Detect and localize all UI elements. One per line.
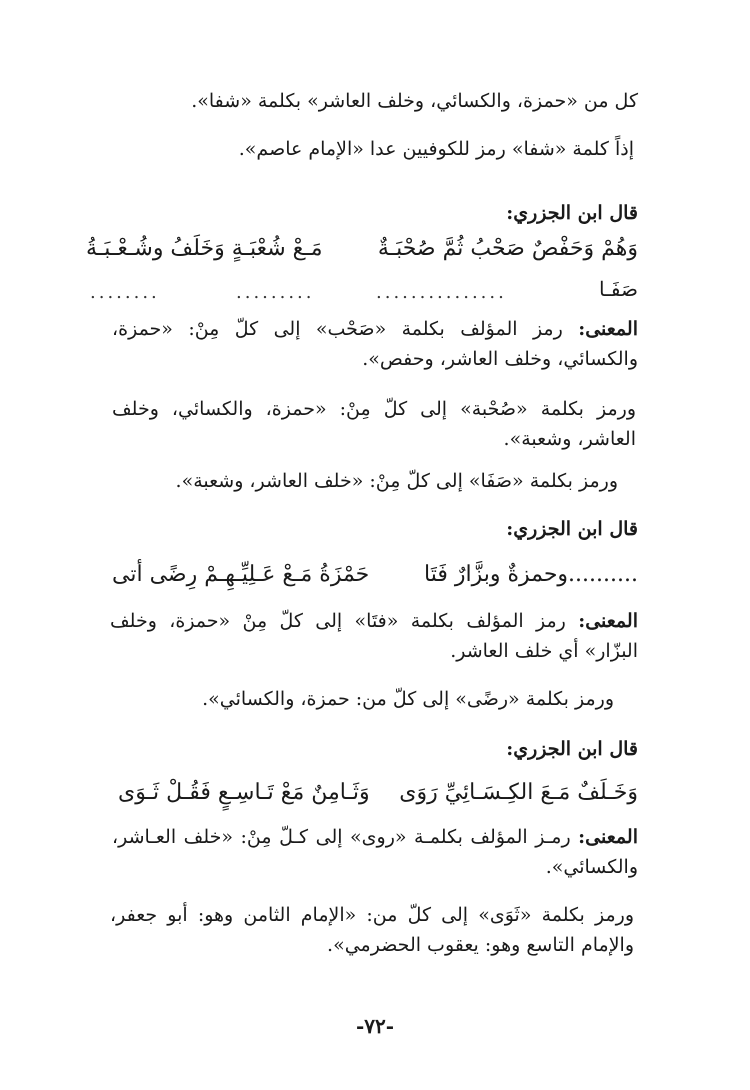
meaning-paragraph — [110, 606, 638, 666]
page-number: -٧٢- — [355, 1014, 395, 1038]
verse-second-half: مَـعْ شُعْبَـةٍ وَخَلَفُ وشُـعْـبَـةُ — [86, 236, 323, 261]
verse-elision-dots: ......... — [236, 282, 315, 303]
meaning-paragraph — [112, 314, 638, 376]
verse-first-half: وَهُمْ وَحَفْصٌ صَحْبُ ثُمَّ صُحْبَـةٌ — [377, 236, 638, 261]
verse-first-half: ..........وحمزةٌ وبزَّارٌ فَتَا — [423, 562, 638, 587]
meaning-label: المعنى: — [578, 826, 638, 848]
paragraph: ورمز بكلمة «صَفَا» إلى كلّ مِنْ: «خلف العاشر، وشعبة». — [175, 470, 618, 492]
meaning-paragraph — [112, 822, 638, 882]
meaning-text: رمـز المؤلف بكلمـة «روى» إلى كـلّ مِنْ: «خلف العـاشر، والكسائي». — [112, 826, 638, 878]
meaning-label: المعنى: — [578, 318, 638, 340]
verse-continuation: صَفَـا — [598, 277, 638, 301]
paragraph: ورمز بكلمة «ثَوَى» إلى كلّ من: «الإمام الثامن وهو: أبو جعفر، والإمام التاسع وهو: يعقوب الحضرمي». — [110, 904, 634, 956]
meaning-text: رمز المؤلف بكلمة «صَحْب» إلى كلّ مِنْ: «حمزة، والكسائي، وخلف العاشر، وحفص». — [112, 318, 638, 370]
section-heading: قال ابن الجزري: — [506, 518, 638, 540]
paragraph: ورمز بكلمة «رضًى» إلى كلّ من: حمزة، والكسائي». — [202, 688, 614, 710]
meaning-label: المعنى: — [578, 610, 638, 632]
meaning-text: رمز المؤلف بكلمة «فتَا» إلى كلّ مِنْ «حمزة، وخلف البزّار» أي خلف العاشر. — [110, 610, 638, 662]
section-heading: قال ابن الجزري: — [506, 738, 638, 760]
verse-elision-dots: ........ — [90, 282, 160, 303]
paragraph: ورمز بكلمة «صُحْبة» إلى كلّ مِنْ: «حمزة، والكسائي، وخلف العاشر، وشعبة». — [112, 398, 636, 450]
section-heading: قال ابن الجزري: — [506, 202, 638, 224]
verse-first-half: وَخَـلَفٌ مَـعَ الكِـسَـائِيِّ رَوَى — [399, 780, 638, 805]
verse-second-half: وَثَـامِنٌ مَعْ تَـاسِـعٍ فَقُـلْ ثَـوَى — [118, 780, 370, 805]
verse-elision-dots: ............... — [376, 282, 507, 303]
paragraph-line: كل من «حمزة، والكسائي، وخلف العاشر» بكلمة «شفا». — [191, 90, 638, 112]
verse-second-half: حَمْزَةُ مَـعْ عَـلِيِّـهِـمْ رِضًى أتى — [112, 562, 370, 587]
paragraph-line: إذاً كلمة «شفا» رمز للكوفيين عدا «الإمام عاصم». — [238, 138, 634, 160]
